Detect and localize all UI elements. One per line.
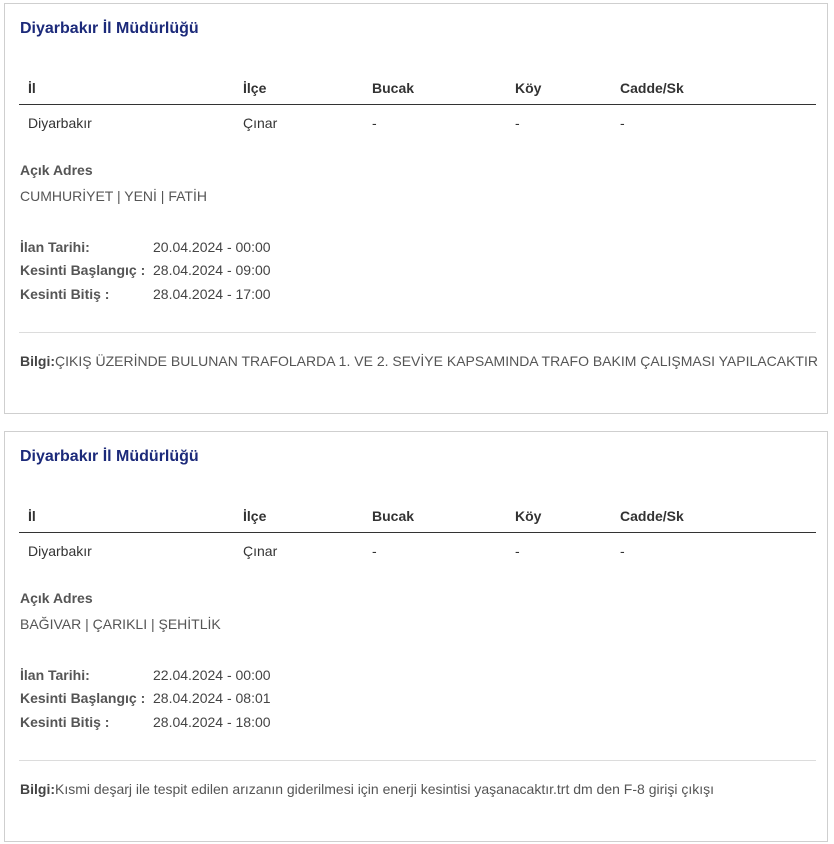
table-header xyxy=(19,74,816,105)
info-label: Bilgi: xyxy=(20,353,55,369)
header-cadde: Cadde/Sk xyxy=(620,508,684,524)
address-value: BAĞIVAR | ÇARIKLI | ŞEHİTLİK xyxy=(20,616,221,632)
info-label: Bilgi: xyxy=(20,781,55,797)
header-koy: Köy xyxy=(515,508,542,524)
outage-start-value: 28.04.2024 - 08:01 xyxy=(153,690,271,706)
table-row xyxy=(19,104,816,142)
card-title: Diyarbakır İl Müdürlüğü xyxy=(20,448,199,465)
header-ilce: İlçe xyxy=(243,508,267,524)
outage-end-value: 28.04.2024 - 17:00 xyxy=(153,286,271,302)
cell-cadde: - xyxy=(620,543,625,559)
outage-card xyxy=(4,431,828,842)
header-il: İl xyxy=(28,80,36,96)
cell-ilce: Çınar xyxy=(243,115,278,131)
table-header xyxy=(19,502,816,533)
header-koy: Köy xyxy=(515,80,542,96)
cell-koy: - xyxy=(515,543,520,559)
divider xyxy=(19,332,816,333)
cell-cadde: - xyxy=(620,115,625,131)
cell-il: Diyarbakır xyxy=(28,115,92,131)
outage-card xyxy=(4,3,828,414)
address-label: Açık Adres xyxy=(20,590,93,606)
cell-il: Diyarbakır xyxy=(28,543,92,559)
divider xyxy=(19,760,816,761)
info-note xyxy=(20,353,818,369)
announcement-date-label: İlan Tarihi: xyxy=(20,239,90,255)
table-row xyxy=(19,532,816,570)
cell-koy: - xyxy=(515,115,520,131)
address-label: Açık Adres xyxy=(20,162,93,178)
header-cadde: Cadde/Sk xyxy=(620,80,684,96)
outage-end-value: 28.04.2024 - 18:00 xyxy=(153,714,271,730)
info-text: Kısmi deşarj ile tespit edilen arızanın giderilmesi için enerji kesintisi yaşanacaktır.trt dm den F-8 girişi çıkışı xyxy=(55,781,715,797)
announcement-date-value: 20.04.2024 - 00:00 xyxy=(153,239,271,255)
outage-end-label: Kesinti Bitiş : xyxy=(20,714,110,730)
info-note xyxy=(20,781,714,797)
announcement-date-label: İlan Tarihi: xyxy=(20,667,90,683)
outage-start-value: 28.04.2024 - 09:00 xyxy=(153,262,271,278)
header-bucak: Bucak xyxy=(372,80,415,96)
header-il: İl xyxy=(28,508,36,524)
card-title: Diyarbakır İl Müdürlüğü xyxy=(20,20,199,37)
announcement-date-value: 22.04.2024 - 00:00 xyxy=(153,667,271,683)
header-ilce: İlçe xyxy=(243,80,267,96)
info-text: ÇIKIŞ ÜZERİNDE BULUNAN TRAFOLARDA 1. VE 2. SEVİYE KAPSAMINDA TRAFO BAKIM ÇALIŞMASI YAPILACAKTIR xyxy=(55,353,818,369)
header-bucak: Bucak xyxy=(372,508,415,524)
cell-bucak: - xyxy=(372,115,377,131)
address-value: CUMHURİYET | YENİ | FATİH xyxy=(20,188,207,204)
cell-bucak: - xyxy=(372,543,377,559)
outage-end-label: Kesinti Bitiş : xyxy=(20,286,110,302)
outage-start-label: Kesinti Başlangıç : xyxy=(20,262,146,278)
outage-start-label: Kesinti Başlangıç : xyxy=(20,690,146,706)
cell-ilce: Çınar xyxy=(243,543,278,559)
